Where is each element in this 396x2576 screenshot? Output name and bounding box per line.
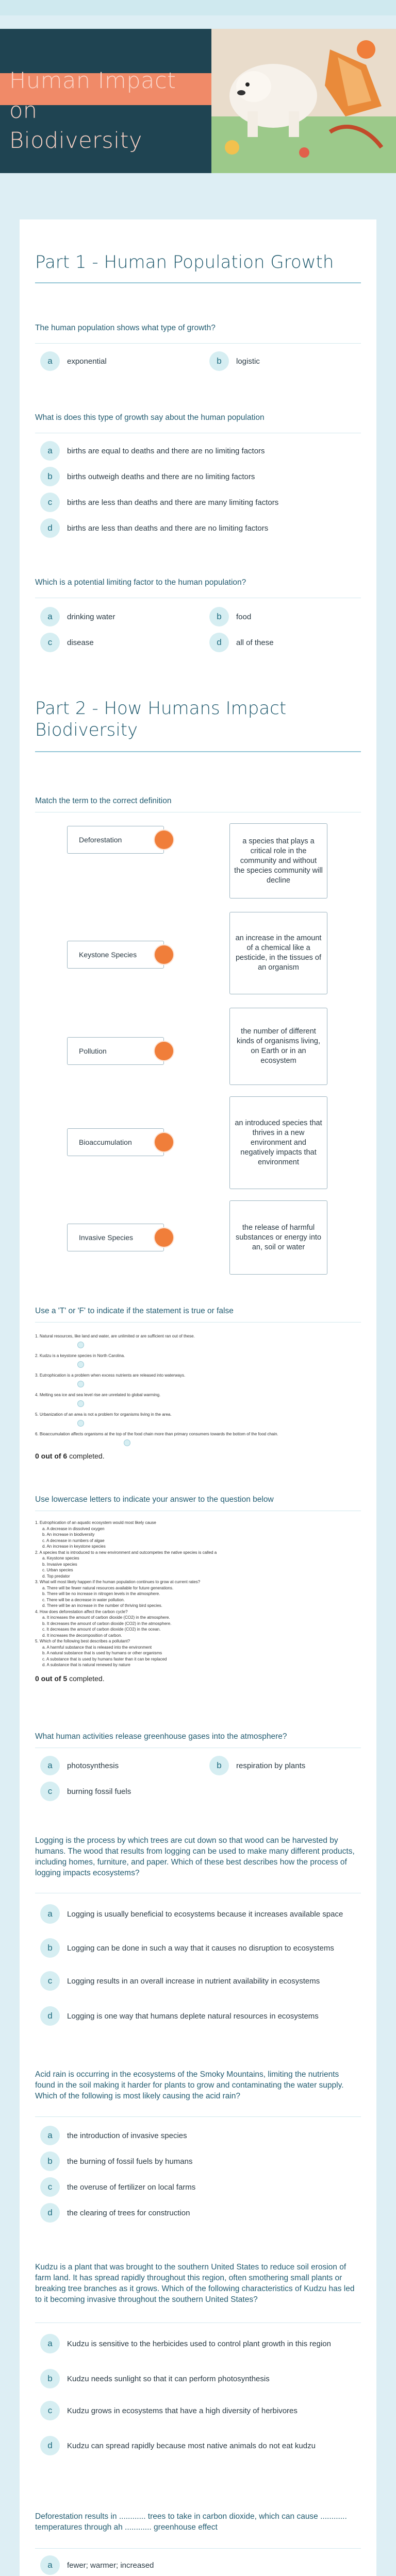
- option-label: births are less than deaths and there are no limiting factors: [67, 523, 269, 533]
- match-definition-2[interactable]: an increase in the amount of a chemical like a pesticide, in the tissues of an organism: [229, 912, 327, 994]
- option-letter: d: [40, 2203, 60, 2223]
- lc-line: b. Invasive species: [42, 1562, 77, 1567]
- q7-option-b[interactable]: [40, 2369, 350, 2388]
- tf-input[interactable]: [77, 1361, 84, 1368]
- option-label: Kudzu grows in ecosystems that have a high diversity of herbivores: [67, 2406, 298, 2415]
- lc-line: a. A harmful substance that is released into the environment: [42, 1645, 152, 1650]
- option-label: food: [236, 612, 252, 621]
- lc-line: d. An increase in keystone species: [42, 1544, 106, 1549]
- q7-option-d[interactable]: [40, 2436, 350, 2455]
- lc-line: a. Keystone species: [42, 1556, 79, 1561]
- q5-option-c[interactable]: [40, 1971, 350, 1991]
- option-label: Kudzu can spread rapidly because most native animals do not eat kudzu: [67, 2441, 316, 2450]
- q2-option-d[interactable]: [40, 518, 268, 538]
- option-letter: b: [40, 467, 60, 486]
- option-letter: b: [40, 2151, 60, 2171]
- option-letter: c: [40, 2401, 60, 2420]
- q5-option-b[interactable]: [40, 1938, 350, 1958]
- q6-option-a[interactable]: [40, 2126, 187, 2145]
- option-label: Kudzu needs sunlight so that it can perform photosynthesis: [67, 2374, 270, 2383]
- match-handle[interactable]: [155, 1228, 173, 1247]
- match-definition-5[interactable]: the release of harmful substances or energy into an, soil or water: [229, 1200, 327, 1275]
- option-letter: b: [40, 2369, 60, 2388]
- option-label: births outweigh deaths and there are no limiting factors: [67, 472, 255, 481]
- option-label: Kudzu is sensitive to the herbicides used to control plant growth in this region: [67, 2339, 331, 2348]
- q4-option-a[interactable]: [40, 1756, 119, 1775]
- match-handle[interactable]: [155, 1042, 173, 1060]
- match-definition-4[interactable]: an introduced species that thrives in a new environment and negatively impacts that environment: [229, 1096, 327, 1189]
- option-letter: a: [40, 351, 60, 371]
- lc-line: a. A decrease in dissolved oxygen: [42, 1526, 105, 1531]
- match-handle[interactable]: [155, 945, 173, 964]
- lc-line: b. There will be no increase in nitrogen levels in the atmosphere.: [42, 1591, 160, 1596]
- header-top-band: [0, 0, 396, 15]
- option-letter: c: [40, 2177, 60, 2197]
- option-label: exponential: [67, 357, 107, 366]
- lc-line: 4. How does deforestation affect the carbon cycle?: [35, 1609, 128, 1614]
- lc-line: 3. What will most likely happen if the human population continues to grow at current rates?: [35, 1580, 201, 1584]
- lc-line: d. A substance that is natural renewed by nature: [42, 1663, 130, 1667]
- q2-option-c[interactable]: [40, 493, 278, 512]
- question-3: Which is a potential limiting factor to the human population?: [35, 578, 246, 587]
- tf-input[interactable]: [77, 1400, 84, 1407]
- option-label: photosynthesis: [67, 1761, 119, 1770]
- q3-option-d[interactable]: [209, 633, 274, 652]
- lc-line: c. It decreases the amount of carbon dioxide (CO2) in the ocean.: [42, 1627, 161, 1632]
- animals-illustration: [211, 29, 396, 173]
- q7-option-c[interactable]: [40, 2401, 350, 2420]
- divider: [35, 343, 361, 344]
- q7-option-a[interactable]: [40, 2334, 350, 2353]
- question-2: What is does this type of growth say about the human population: [35, 413, 265, 422]
- tf-item: 1. Natural resources, like land and water, are unlimited or are sufficient ran out of these.: [35, 1334, 195, 1338]
- option-label: all of these: [236, 638, 274, 647]
- option-label: Logging results in an overall increase in nutrient availability in ecosystems: [67, 1976, 320, 1986]
- lc-line: c. There will be a decrease in water pollution.: [42, 1597, 125, 1602]
- tf-progress-count: 0 out of 6: [35, 1452, 68, 1460]
- lc-line: b. An increase in biodiversity: [42, 1532, 95, 1537]
- lc-line: c. A decrease in numbers of algae: [42, 1538, 105, 1543]
- tf-input[interactable]: [77, 1342, 84, 1348]
- question-8: Deforestation results in ............ trees to take in carbon dioxide, which can cause ............ temperatures through ah ............ greenhouse effect: [35, 2512, 347, 2532]
- match-handle[interactable]: [155, 1133, 173, 1151]
- lc-progress-label: completed.: [69, 1674, 105, 1683]
- lc-line: 1. Eutrophication of an aquatic ecosystem would most likely cause: [35, 1520, 156, 1525]
- tf-input[interactable]: [77, 1381, 84, 1387]
- option-label: Logging is usually beneficial to ecosystems because it increases available space: [67, 1909, 343, 1919]
- option-letter: d: [40, 518, 60, 538]
- divider: [35, 2548, 361, 2549]
- match-term-invasive[interactable]: Invasive Species: [67, 1224, 164, 1251]
- divider: [35, 1322, 361, 1323]
- q4-option-b[interactable]: [209, 1756, 305, 1775]
- option-label: the introduction of invasive species: [67, 2131, 187, 2140]
- q3-option-b[interactable]: [209, 607, 251, 626]
- page-title-line-2: Biodiversity: [9, 128, 142, 154]
- tf-question: Use a 'T' or 'F' to indicate if the statement is true or false: [35, 1307, 234, 1315]
- lc-line: a. There will be fewer natural resources available for future generations.: [42, 1585, 174, 1590]
- lc-progress: [35, 1674, 105, 1683]
- option-letter: b: [209, 1756, 229, 1775]
- part2-divider: [35, 751, 361, 752]
- option-letter: a: [40, 2126, 60, 2145]
- option-letter: b: [209, 607, 229, 626]
- option-letter: a: [40, 2334, 60, 2353]
- tf-item: 5. Urbanization of an area is not a problem for organisms living in the area.: [35, 1412, 172, 1417]
- option-letter: b: [209, 351, 229, 371]
- question-7: Kudzu is a plant that was brought to the southern United States to reduce soil erosion of farm land. It has spread rapidly throughout this region, often smothering small plants or breaking tree branches as it grows. Which of the following characteristics of Kudzu has led to it becoming invasive throughout the southern United States?: [35, 2263, 355, 2304]
- q6-option-c[interactable]: [40, 2177, 195, 2197]
- q2-option-b[interactable]: [40, 467, 255, 486]
- option-letter: d: [40, 2436, 60, 2455]
- q1-option-a[interactable]: [40, 351, 107, 371]
- option-label: disease: [67, 638, 94, 647]
- tf-input[interactable]: [77, 1420, 84, 1427]
- lc-items: [35, 1520, 355, 1668]
- tf-progress: [35, 1452, 105, 1460]
- option-letter: a: [40, 2555, 60, 2575]
- match-term-keystone[interactable]: Keystone Species: [67, 941, 164, 969]
- option-letter: b: [40, 1938, 60, 1958]
- option-letter: d: [40, 2006, 60, 2026]
- question-6: Acid rain is occurring in the ecosystems of the Smoky Mountains, limiting the nutrients found in the soil making it harder for plants to grow and contaminating the water supply. Which of the following is most likely causing the acid rain?: [35, 2070, 344, 2100]
- lc-line: b. A natural substance that is used by humans or other organisms: [42, 1651, 162, 1655]
- option-letter: d: [209, 633, 229, 652]
- tf-item: 4. Melting sea ice and sea level rise are unrelated to global warming.: [35, 1393, 161, 1397]
- lc-progress-count: 0 out of 5: [35, 1674, 68, 1683]
- part2-title: [35, 698, 286, 741]
- option-letter: c: [40, 633, 60, 652]
- option-label: fewer; warmer; increased: [67, 2561, 154, 2570]
- lc-question: Use lowercase letters to indicate your answer to the question below: [35, 1495, 274, 1504]
- option-label: the clearing of trees for construction: [67, 2208, 190, 2217]
- tf-progress-label: completed.: [69, 1452, 105, 1460]
- lc-line: c. Urban species: [42, 1568, 73, 1572]
- option-letter: a: [40, 607, 60, 626]
- option-label: burning fossil fuels: [67, 1787, 131, 1796]
- q6-option-d[interactable]: [40, 2203, 190, 2223]
- q1-option-b[interactable]: [209, 351, 260, 371]
- lc-line: 5. Which of the following best describes a pollutant?: [35, 1639, 130, 1643]
- header: [0, 0, 396, 204]
- match-definition-1[interactable]: a species that plays a critical role in the community and without the species community will decline: [229, 823, 327, 899]
- match-handle[interactable]: [155, 831, 173, 849]
- part2-title-line-1: Part 2 - How Humans Impact: [35, 698, 287, 719]
- option-label: births are less than deaths and there are many limiting factors: [67, 498, 279, 507]
- option-label: Logging is one way that humans deplete natural resources in ecosystems: [67, 2011, 319, 2021]
- part2-title-line-2: Biodiversity: [35, 720, 138, 740]
- lc-line: d. There will be an increase in the number of thriving bird species.: [42, 1603, 162, 1608]
- part1-divider: [35, 282, 361, 283]
- option-letter: a: [40, 441, 60, 461]
- question-4: What human activities release greenhouse gases into the atmosphere?: [35, 1732, 287, 1741]
- q6-option-b[interactable]: [40, 2151, 192, 2171]
- divider: [35, 2116, 361, 2117]
- option-label: the overuse of fertilizer on local farms: [67, 2182, 196, 2192]
- q3-option-c[interactable]: [40, 633, 94, 652]
- q2-option-a[interactable]: [40, 441, 265, 461]
- option-letter: c: [40, 493, 60, 512]
- tf-item: 3. Eutrophication is a problem when excess nutrients are released into waterways.: [35, 1373, 186, 1378]
- header-illustration: [211, 29, 396, 173]
- option-letter: a: [40, 1904, 60, 1924]
- match-question: Match the term to the correct definition: [35, 796, 172, 805]
- option-label: Logging can be done in such a way that it causes no disruption to ecosystems: [67, 1943, 334, 1953]
- lc-line: c. A substance that is used by humans faster than it can be replaced: [42, 1656, 167, 1662]
- page-title-line-1: Human Impact on: [9, 68, 176, 124]
- q5-option-a[interactable]: [40, 1904, 350, 1924]
- option-label: births are equal to deaths and there are no limiting factors: [67, 446, 265, 455]
- option-letter: a: [40, 1756, 60, 1775]
- part1-title: Part 1 - Human Population Growth: [35, 252, 334, 273]
- option-label: the burning of fossil fuels by humans: [67, 2157, 193, 2166]
- q4-option-c[interactable]: [40, 1782, 131, 1801]
- question-5: Logging is the process by which trees are cut down so that wood can be harvested by humans. The wood that results from logging can be used to make many different products, including homes, furniture, and paper. Which of these best describes how the process of logging impacts ecosystems?: [35, 1836, 355, 1877]
- lc-line: d. It increases the decomposition of carbon.: [42, 1633, 122, 1638]
- q5-option-d[interactable]: [40, 2006, 350, 2026]
- tf-item: 2. Kudzu is a keystone species in North Carolina.: [35, 1353, 125, 1358]
- option-label: respiration by plants: [236, 1761, 306, 1770]
- lc-line: b. It decreases the amount of carbon dioxide (CO2) in the atmosphere.: [42, 1621, 172, 1626]
- lc-line: d. Top predator: [42, 1573, 70, 1579]
- option-label: logistic: [236, 357, 260, 366]
- question-1: The human population shows what type of growth?: [35, 324, 216, 332]
- option-letter: c: [40, 1971, 60, 1991]
- option-letter: c: [40, 1782, 60, 1801]
- match-term-bioaccumulation[interactable]: Bioaccumulation: [67, 1128, 164, 1156]
- tf-item: 6. Bioaccumulation affects organisms at the top of the food chain more than primary consumers towards the bottom of the food chain.: [35, 1432, 278, 1436]
- lc-line: a. It increases the amount of carbon dioxide (CO2) in the atmosphere.: [42, 1615, 170, 1620]
- match-term-deforestation[interactable]: Deforestation: [67, 826, 164, 854]
- q3-option-a[interactable]: [40, 607, 115, 626]
- tf-input[interactable]: [124, 1439, 130, 1446]
- q8-option-a[interactable]: [40, 2555, 154, 2575]
- match-definition-3[interactable]: the number of different kinds of organisms living, on Earth or in an ecosystem: [229, 1008, 327, 1085]
- option-label: drinking water: [67, 612, 116, 621]
- lc-line: 2. A species that is introduced to a new environment and outcompetes the native species is called a: [35, 1550, 217, 1555]
- match-term-pollution[interactable]: Pollution: [67, 1037, 164, 1065]
- page-title: [9, 66, 210, 156]
